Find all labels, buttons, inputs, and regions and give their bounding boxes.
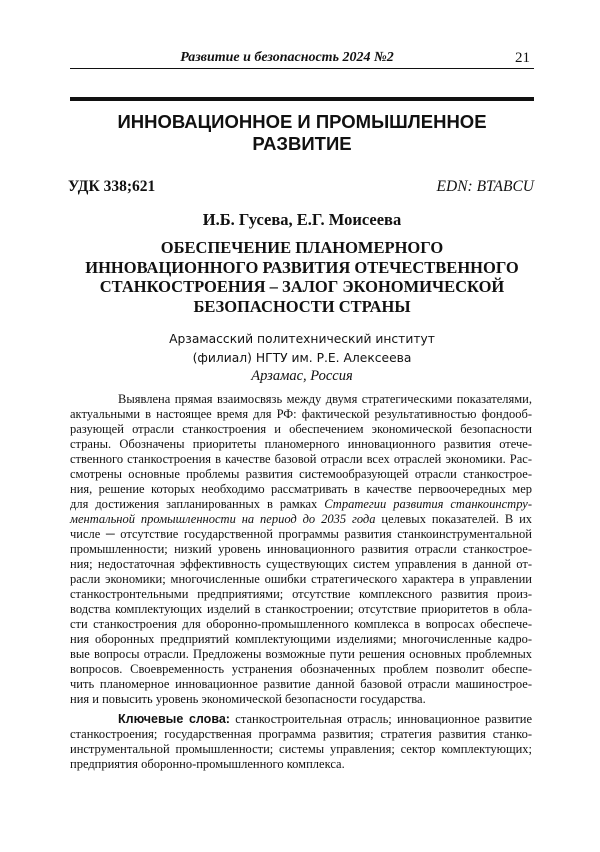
abstract-line: сти станкостроения для оборонно-промышленного комплекса в вопросах обеспече- xyxy=(70,617,532,631)
title-line: СТАНКОСТРОЕНИЯ – ЗАЛОГ ЭКОНОМИЧЕСКОЙ xyxy=(99,277,505,296)
udc-code: УДК 338;621 xyxy=(68,178,156,195)
title-line: БЕЗОПАСНОСТИ СТРАНЫ xyxy=(193,296,411,316)
section-heading-line: РАЗВИТИЕ xyxy=(252,133,352,154)
affiliation-line: Арзамасский политехнический институт xyxy=(169,332,435,346)
abstract-line: ния и повысить уровень экономической безопасности государства. xyxy=(70,692,426,706)
article-title xyxy=(70,238,534,316)
abstract-line: смотрены основные проблемы развития системообразующей отрасли станкострое- xyxy=(70,467,532,481)
abstract-line: ния; недостаточная эффективность существующих систем управления в данной от- xyxy=(70,557,532,571)
abstract-italic-text: ментальной промышленности на период до 2035 года xyxy=(70,512,376,526)
abstract-line: промышленности; низкий уровень инновационного развития отрасли станкострое- xyxy=(70,542,532,556)
abstract-line xyxy=(70,512,532,527)
abstract-line: вопросов. Своевременность устранения обозначенных проблем позволит обеспе- xyxy=(70,662,532,676)
abstract-line: ния, решение которых необходимо рассматривать в качестве первоочередных мер xyxy=(70,482,532,496)
header-rule xyxy=(70,68,534,69)
abstract-line: ственного станкостроения в качестве базовой отрасли всех отраслей экономики. Рас- xyxy=(70,452,532,466)
running-header xyxy=(70,50,534,70)
affiliation-line: (филиал) НГТУ им. Р.Е. Алексеева xyxy=(192,350,412,365)
keywords-label: Ключевые слова: xyxy=(118,712,230,726)
abstract-line: вые вопросы отрасли. Предложены возможные пути решения основных проблемных xyxy=(70,647,532,661)
authors: И.Б. Гусева, Е.Г. Моисеева xyxy=(202,210,402,229)
abstract-italic-text: Стратегии развития станкоинстру- xyxy=(324,497,533,511)
title-line: ОБЕСПЕЧЕНИЕ ПЛАНОМЕРНОГО xyxy=(160,238,444,257)
abstract xyxy=(70,392,532,707)
affiliation-city: Арзамас, Россия xyxy=(251,368,353,384)
affiliation xyxy=(70,330,534,386)
section-heading-line: ИННОВАЦИОННОЕ И ПРОМЫШЛЕННОЕ xyxy=(117,111,487,132)
keywords-text: станкостроительная отрасль; инновационное развитие xyxy=(235,712,532,726)
abstract-line: чить планомерное инновационное развитие данной базовой отрасли машинострое- xyxy=(70,677,532,691)
abstract-line: актуальными в настоящее время для РФ: фактической результативностью фондооб- xyxy=(70,407,532,421)
section-rule xyxy=(70,97,534,101)
section-heading xyxy=(70,111,534,155)
title-line: ИННОВАЦИОННОГО РАЗВИТИЯ ОТЕЧЕСТВЕННОГО xyxy=(85,257,519,277)
abstract-line: числе ─ отсутствие государственной программы развития станкоинструментальной xyxy=(70,527,532,541)
abstract-line: страны. Обозначены приоритеты планомерного инновационного развития отече- xyxy=(70,437,532,451)
abstract-line: разующей отрасли станкостроения и обеспечением экономической безопасности xyxy=(70,422,532,436)
page-number: 21 xyxy=(515,50,530,66)
keywords-line: инструментальной промышленности; системы управления; сектор комплектующих; xyxy=(70,742,532,756)
abstract-text: целевых показателей. В их xyxy=(381,512,533,526)
edn-code: EDN: BTABCU xyxy=(436,178,534,195)
keywords-line: предприятия оборонно-промышленного комплекса. xyxy=(70,757,345,771)
keywords xyxy=(70,712,532,772)
keywords-line xyxy=(70,712,532,727)
abstract-line xyxy=(70,497,532,512)
abstract-line: водства комплектующих изделий в станкостроении; отсутствие приоритетов в обла- xyxy=(70,602,532,616)
abstract-line: ния оборонных предприятий комплектующими изделиями; многочисленные кадро- xyxy=(70,632,532,646)
journal-title: Развитие и безопасность 2024 №2 xyxy=(180,50,394,65)
abstract-line: станкостронтельными предприятиями; отсутствие комплексного развития произ- xyxy=(70,587,532,601)
keywords-line: станкостроения; государственная программа развития; стратегия развития станко- xyxy=(70,727,532,741)
abstract-line: Выявлена прямая взаимосвязь между двумя стратегическими показателями, xyxy=(118,392,532,406)
abstract-line: расли экономики; многочисленные ошибки стратегического характера в управлении xyxy=(70,572,532,586)
abstract-text: для достижения запланированных в рамках xyxy=(70,497,318,511)
